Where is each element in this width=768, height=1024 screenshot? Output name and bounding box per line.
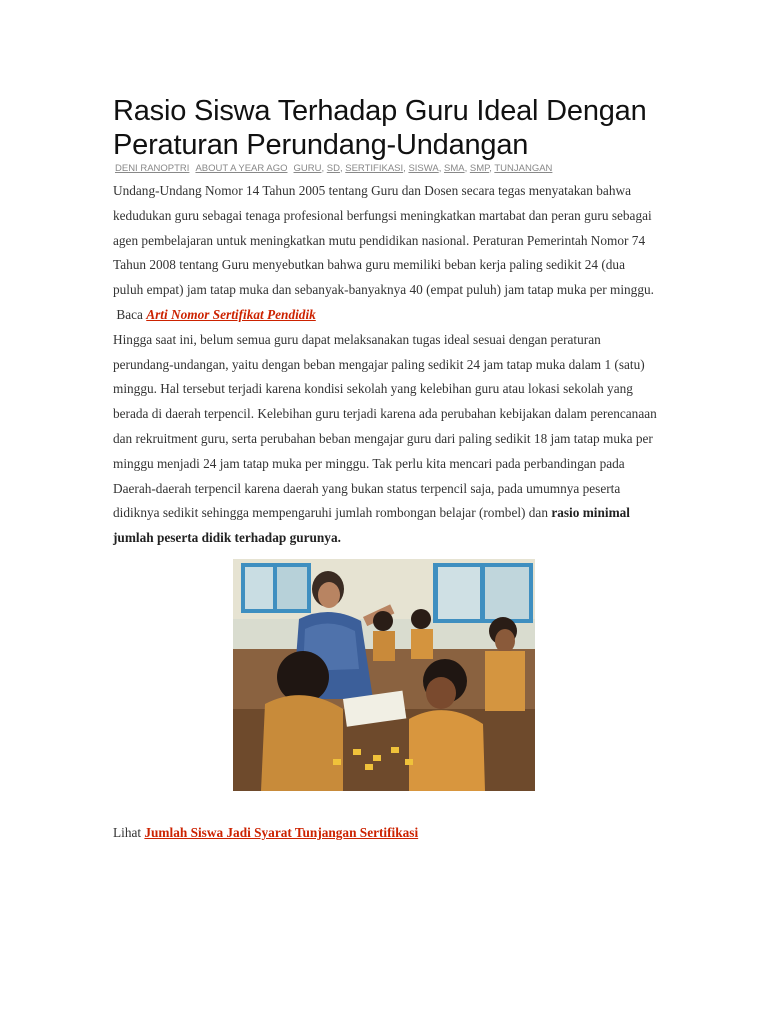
paragraph-body-text: Hingga saat ini, belum semua guru dapat melaksanakan tugas ideal sesuai dengan peraturan perundang-undangan, yaitu dengan beban mengajar paling sedikit 24 jam tatap muka dalam 1 (satu) minggu. Hal tersebut terjadi karena kondisi sekolah yang kelebihan guru atau lokasi sekolah yang berada di daerah terpencil. Kelebihan guru terjadi karena ada perubahan kebijakan dalam perencanaan dan rekruitment guru, serta perubahan beban mengajar guru dari paling sedikit 18 jam tatap muka per minggu menjadi 24 jam tatap muka per minggu. Tak perlu kita mencari pada perbandingan pada Daerah-daerah terpencil karena daerah yang bukan status terpencil saja, pada umumnya peserta didiknya sedikit sehingga mempengaruhi jumlah rombongan belajar (rombel) dan (113, 331, 657, 521)
lihat-prefix: Lihat (113, 824, 142, 840)
author-link[interactable]: DENI RANOPTRI (115, 163, 190, 174)
tag-link[interactable]: SERTIFIKASI (345, 163, 404, 174)
lihat-line (113, 821, 658, 846)
date-link[interactable]: ABOUT A YEAR AGO (195, 163, 288, 174)
baca-line (113, 303, 658, 328)
article-meta: DENI RANOPTRI ABOUT A YEAR AGO GURU, SD, SERTIFIKASI, SISWA, SMA, SMP, TUNJANGAN (115, 163, 553, 174)
tag-link[interactable]: SMP (469, 163, 490, 174)
tag-link[interactable]: SMA (443, 163, 465, 174)
tag-link[interactable]: SD (326, 163, 340, 174)
tag-link[interactable]: GURU (293, 163, 322, 174)
paragraph-body-bold: rasio minimal jumlah peserta didik terhadap gurunya. (113, 505, 630, 546)
paragraph-intro: Undang-Undang Nomor 14 Tahun 2005 tentang Guru dan Dosen secara tegas menyatakan bahwa kedudukan guru sebagai tenaga profesional berfungsi meningkatkan martabat dan peran guru sebagai agen pembelajaran untuk meningkatkan mutu pendidikan nasional. Peraturan Pemerintah Nomor 74 Tahun 2008 tentang Guru menyebutkan bahwa guru memiliki beban kerja paling sedikit 24 (dua puluh empat) jam tatap muka dan sebanyak-banyaknya 40 (empat puluh) jam tatap muka per minggu. (113, 183, 654, 298)
article (113, 94, 658, 846)
related-link-tunjangan[interactable]: Jumlah Siswa Jadi Syarat Tunjangan Sertifikasi (144, 824, 419, 840)
baca-prefix: Baca (116, 306, 143, 322)
paragraph-body (113, 328, 658, 551)
tag-link[interactable]: SISWA (408, 163, 439, 174)
related-link-sertifikat[interactable]: Arti Nomor Sertifikat Pendidik (146, 306, 316, 322)
article-title: Rasio Siswa Terhadap Guru Ideal Dengan Peraturan Perundang-Undangan (113, 95, 647, 161)
tag-link[interactable]: TUNJANGAN (494, 163, 553, 174)
classroom-photo (233, 559, 535, 791)
